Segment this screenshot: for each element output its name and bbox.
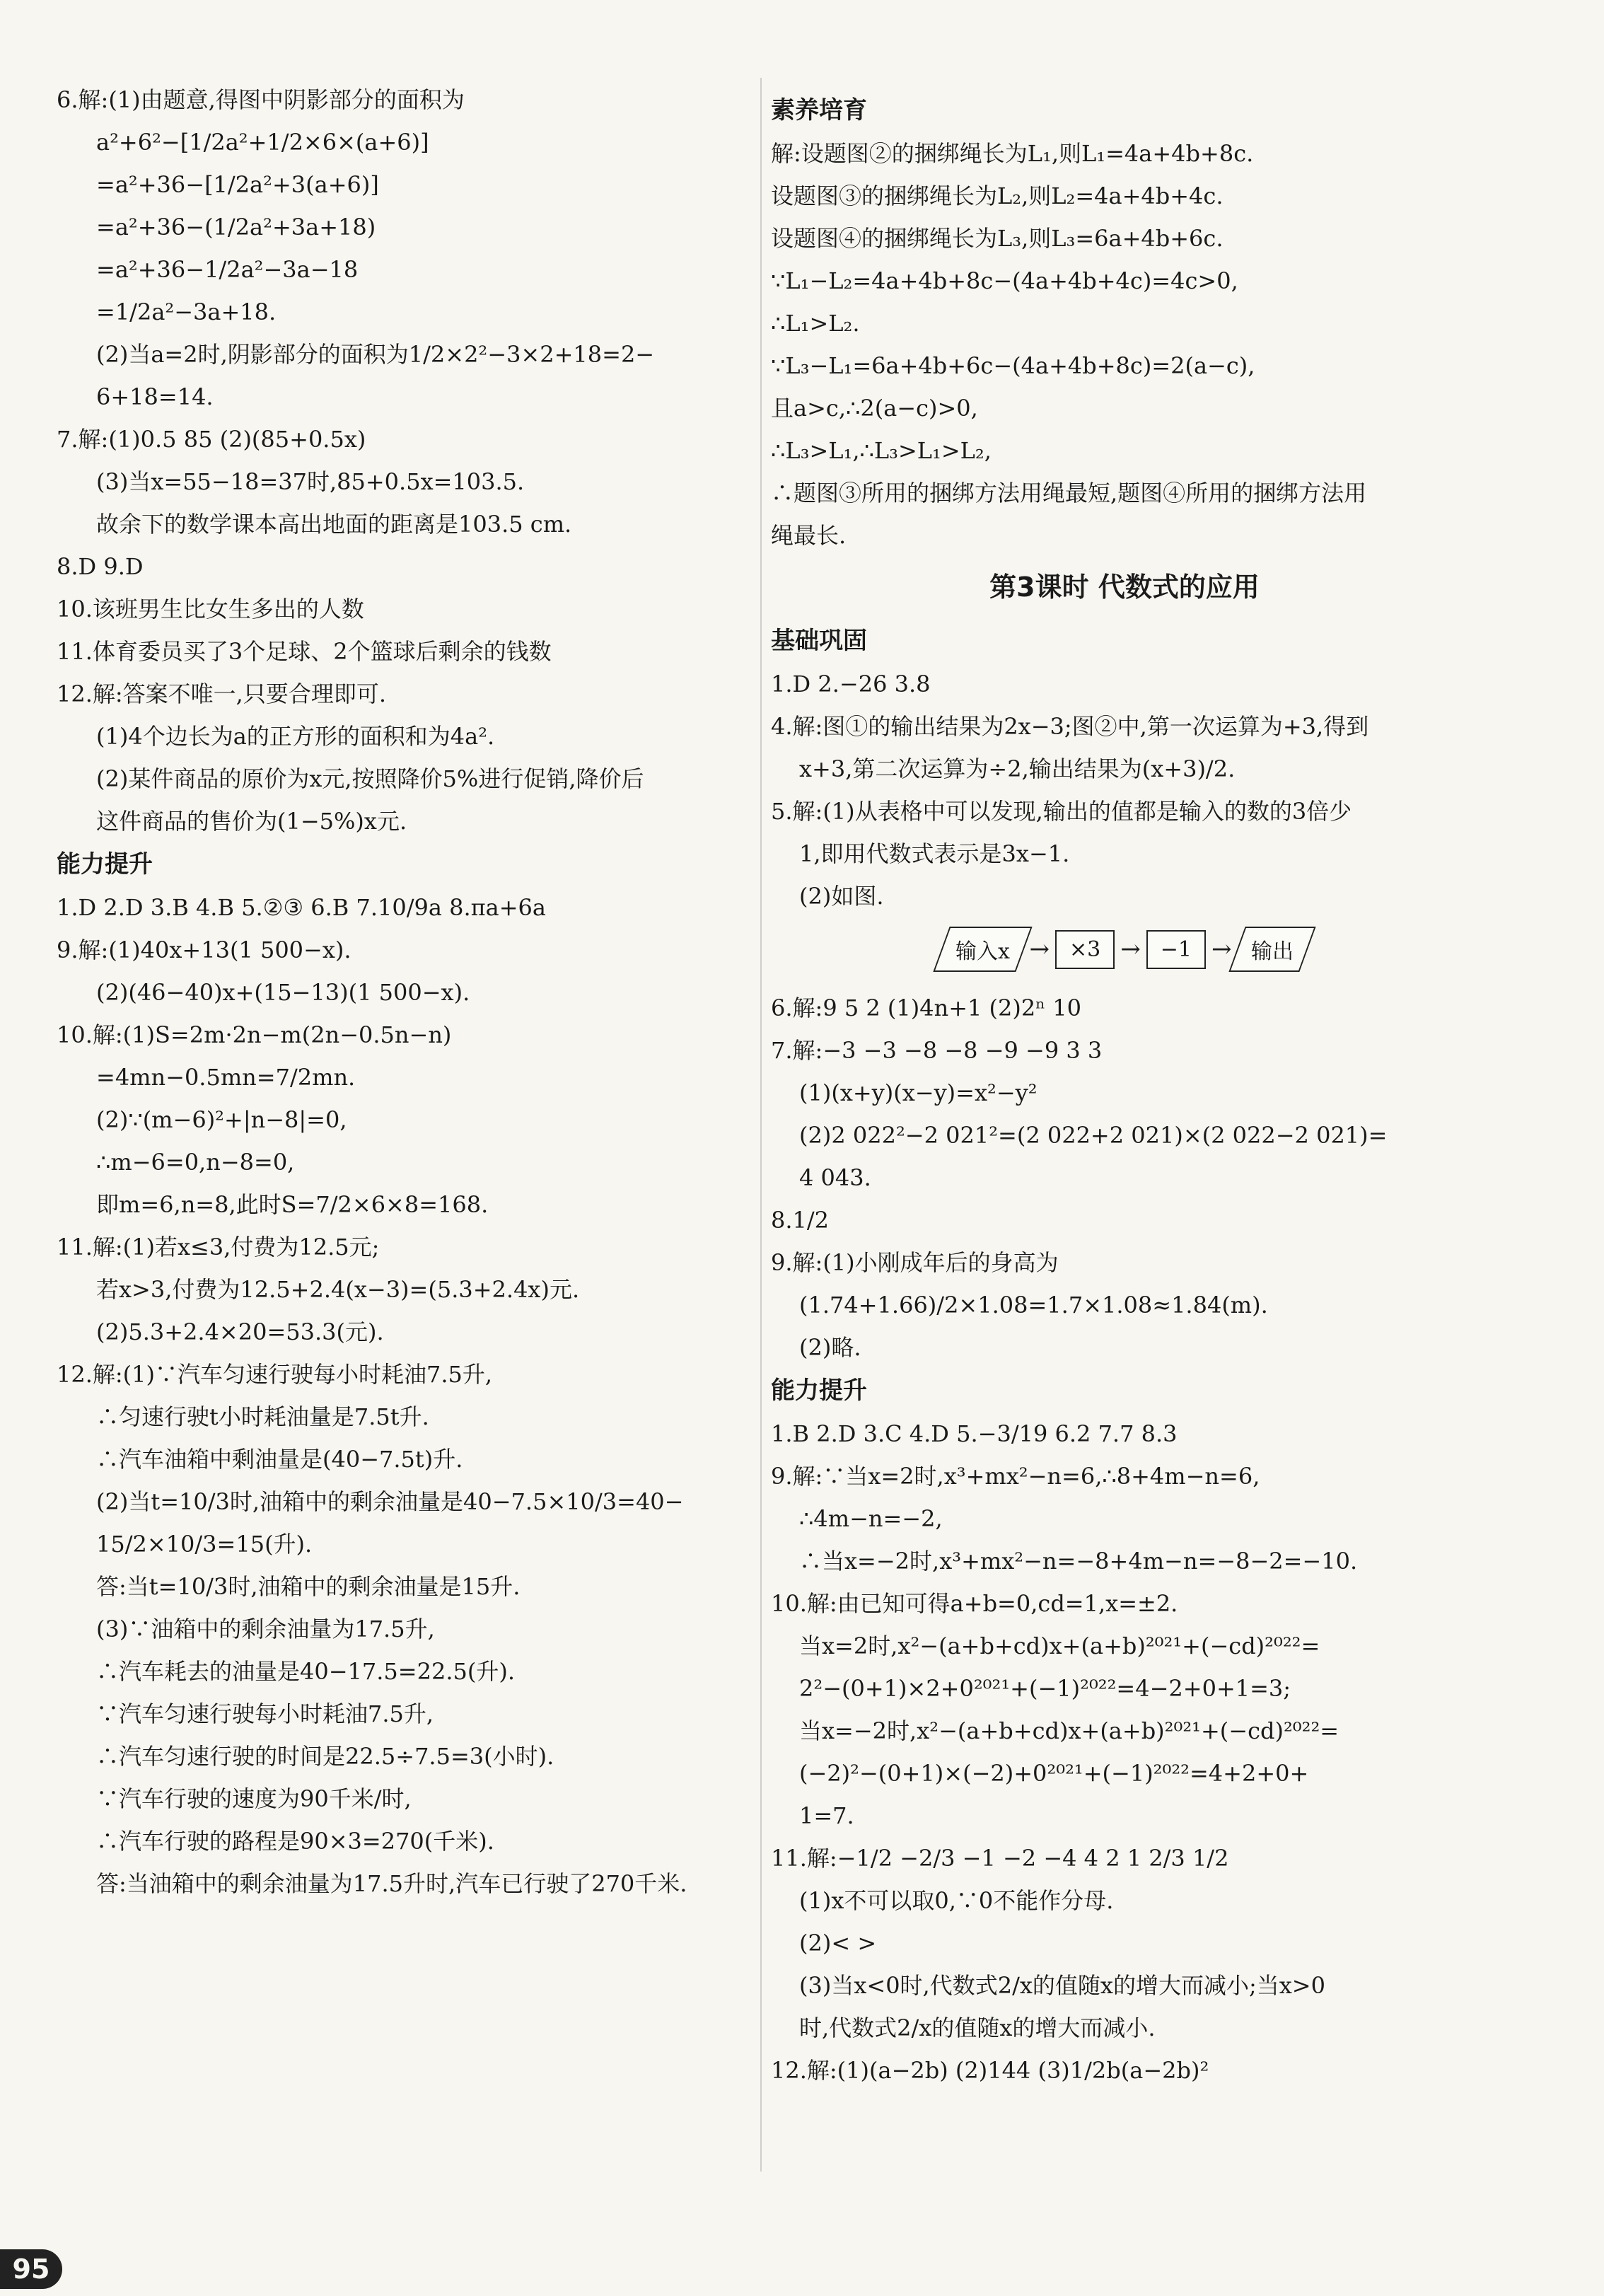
text-line: 且a>c,∴2(a−c)>0, (771, 395, 978, 422)
text-line: 即m=6,n=8,此时S=7/2×6×8=168. (96, 1191, 489, 1218)
text-line: ∵汽车行驶的速度为90千米/时, (96, 1785, 412, 1812)
text-line: 10.解:(1)S=2m·2n−m(2n−0.5n−n) (57, 1021, 452, 1048)
text-line: (2)5.3+2.4×20=53.3(元). (96, 1318, 384, 1345)
text-line: 2²−(0+1)×2+0²⁰²¹+(−1)²⁰²²=4−2+0+1=3; (799, 1675, 1291, 1702)
text-line: 10.该班男生比女生多出的人数 (57, 596, 364, 622)
text-line: 12.解:答案不唯一,只要合理即可. (57, 680, 387, 707)
text-line: 10.解:由已知可得a+b=0,cd=1,x=±2. (771, 1590, 1178, 1617)
text-line: (2)(46−40)x+(15−13)(1 500−x). (96, 979, 470, 1006)
text-line: 15/2×10/3=15(升). (96, 1531, 313, 1558)
text-line: =a²+36−1/2a²−3a−18 (96, 256, 359, 283)
text-line: 答:当t=10/3时,油箱中的剩余油量是15升. (96, 1573, 521, 1600)
text-line: (1)4个边长为a的正方形的面积和为4a². (96, 723, 495, 750)
text-line: 6+18=14. (96, 383, 214, 410)
text-line: ∴汽车油箱中剩油量是(40−7.5t)升. (96, 1446, 463, 1473)
text-line: 这件商品的售价为(1−5%)x元. (96, 808, 407, 835)
text-line: 时,代数式2/x的值随x的增大而减小. (799, 2014, 1156, 2041)
text-line: 9.解:(1)40x+13(1 500−x). (57, 937, 351, 963)
text-line: ∴当x=−2时,x³+mx²−n=−8+4m−n=−8−2=−10. (799, 1548, 1358, 1575)
text-line: 若x>3,付费为12.5+2.4(x−3)=(5.3+2.4x)元. (96, 1276, 580, 1303)
flowchart (771, 927, 1478, 972)
text-line: (3)∵油箱中的剩余油量为17.5升, (96, 1616, 435, 1642)
text-line: 8.1/2 (771, 1207, 830, 1234)
left-column (57, 85, 750, 1911)
section-heading: 素养培育 (771, 96, 867, 124)
text-line: ∴题图③所用的捆绑方法用绳最短,题图④所用的捆绑方法用 (771, 480, 1367, 506)
text-line: (2)略. (799, 1334, 861, 1361)
flow-op1-box (1055, 930, 1115, 969)
lesson-title: 第3课时 代数式的应用 (989, 572, 1260, 603)
text-line: (1)(x+y)(x−y)=x²−y² (799, 1079, 1038, 1106)
flow-output-box (1229, 927, 1316, 972)
text-line: (3)当x<0时,代数式2/x的值随x的增大而减小;当x>0 (799, 1972, 1325, 1999)
text-line: ∴汽车耗去的油量是40−17.5=22.5(升). (96, 1658, 515, 1685)
text-line: (2)2 022²−2 021²=(2 022+2 021)×(2 022−2 021)= (799, 1122, 1388, 1149)
text-line: (2)当t=10/3时,油箱中的剩余油量是40−7.5×10/3=40− (96, 1488, 684, 1515)
text-line: 4.解:图①的输出结果为2x−3;图②中,第一次运算为+3,得到 (771, 713, 1369, 740)
right-column (771, 85, 1478, 2098)
flow-arrow-icon: → (1120, 935, 1141, 963)
text-line: =a²+36−(1/2a²+3a+18) (96, 214, 376, 240)
text-line: 8.D 9.D (57, 553, 144, 580)
text-line: (3)当x=55−18=37时,85+0.5x=103.5. (96, 468, 525, 495)
text-line: 5.解:(1)从表格中可以发现,输出的值都是输入的数的3倍少 (771, 798, 1352, 825)
text-line: ∴汽车匀速行驶的时间是22.5÷7.5=3(小时). (96, 1743, 554, 1770)
text-line: 故余下的数学课本高出地面的距离是103.5 cm. (96, 511, 572, 538)
text-line: 当x=−2时,x²−(a+b+cd)x+(a+b)²⁰²¹+(−cd)²⁰²²= (799, 1717, 1339, 1744)
text-line: 7.解:(1)0.5 85 (2)(85+0.5x) (57, 426, 366, 453)
flow-arrow-icon: → (1029, 935, 1050, 963)
section-heading: 能力提升 (57, 850, 153, 879)
text-line: 6.解:(1)由题意,得图中阴影部分的面积为 (57, 86, 465, 113)
text-line: 1.D 2.−26 3.8 (771, 671, 931, 697)
text-line: ∵L₁−L₂=4a+4b+8c−(4a+4b+4c)=4c>0, (771, 267, 1238, 294)
text-line: ∴匀速行驶t小时耗油量是7.5t升. (96, 1403, 429, 1430)
text-line: 9.解:(1)小刚成年后的身高为 (771, 1249, 1059, 1276)
text-line: (2)如图. (799, 883, 884, 910)
flow-output-label: 输出 (1251, 939, 1294, 964)
text-line: 11.体育委员买了3个足球、2个篮球后剩余的钱数 (57, 638, 552, 665)
text-line: (2)当a=2时,阴影部分的面积为1/2×2²−3×2+18=2− (96, 341, 655, 368)
text-line: ∵L₃−L₁=6a+4b+6c−(4a+4b+8c)=2(a−c), (771, 352, 1255, 379)
text-line: (1)x不可以取0,∵0不能作分母. (799, 1887, 1114, 1914)
text-line: 12.解:(1)(a−2b) (2)144 (3)1/2b(a−2b)² (771, 2057, 1209, 2084)
section-heading: 基础巩固 (771, 627, 867, 655)
flow-input-label: 输入x (955, 939, 1010, 964)
text-line: x+3,第二次运算为÷2,输出结果为(x+3)/2. (799, 755, 1236, 782)
flow-op2-box (1146, 930, 1206, 969)
text-line: 9.解:∵当x=2时,x³+mx²−n=6,∴8+4m−n=6, (771, 1463, 1260, 1490)
text-line: 1,即用代数式表示是3x−1. (799, 840, 1070, 867)
text-line: 11.解:−1/2 −2/3 −1 −2 −4 4 2 1 2/3 1/2 (771, 1845, 1229, 1872)
text-line: 当x=2时,x²−(a+b+cd)x+(a+b)²⁰²¹+(−cd)²⁰²²= (799, 1633, 1320, 1659)
text-line: (2)< > (799, 1930, 877, 1956)
flow-op1-label: ×3 (1069, 937, 1101, 962)
text-line: 绳最长. (771, 522, 847, 549)
text-line: (2)∵(m−6)²+|n−8|=0, (96, 1106, 347, 1133)
text-line: a²+6²−[1/2a²+1/2×6×(a+6)] (96, 129, 429, 156)
page-number: 95 (0, 2249, 62, 2289)
right-column-lower (771, 993, 1478, 2085)
column-divider (760, 78, 762, 2172)
text-line: =1/2a²−3a+18. (96, 298, 277, 325)
text-line: =4mn−0.5mn=7/2mn. (96, 1064, 356, 1091)
text-line: 设题图③的捆绑绳长为L₂,则L₂=4a+4b+4c. (771, 182, 1224, 209)
text-line: ∴m−6=0,n−8=0, (96, 1149, 295, 1176)
text-line: 答:当油箱中的剩余油量为17.5升时,汽车已行驶了270千米. (96, 1870, 687, 1897)
text-line: ∴汽车行驶的路程是90×3=270(千米). (96, 1828, 494, 1855)
text-line: 设题图④的捆绑绳长为L₃,则L₃=6a+4b+6c. (771, 225, 1224, 252)
text-line: ∴4m−n=−2, (799, 1505, 943, 1532)
flow-op2-label: −1 (1160, 937, 1192, 962)
text-line: (−2)²−(0+1)×(−2)+0²⁰²¹+(−1)²⁰²²=4+2+0+ (799, 1760, 1309, 1787)
text-line: 1=7. (799, 1802, 854, 1829)
text-line: 4 043. (799, 1164, 871, 1191)
text-line: (2)某件商品的原价为x元,按照降价5%进行促销,降价后 (96, 765, 644, 792)
text-line: =a²+36−[1/2a²+3(a+6)] (96, 171, 379, 198)
text-line: 解:设题图②的捆绑绳长为L₁,则L₁=4a+4b+8c. (771, 140, 1254, 167)
text-line: 11.解:(1)若x≤3,付费为12.5元; (57, 1234, 380, 1260)
text-line: 1.D 2.D 3.B 4.B 5.②③ 6.B 7.10/9a 8.πa+6a (57, 894, 546, 921)
section-heading: 能力提升 (771, 1376, 867, 1405)
flow-input-box (933, 927, 1032, 972)
text-line: ∴L₁>L₂. (771, 310, 860, 337)
text-line: 6.解:9 5 2 (1)4n+1 (2)2ⁿ 10 (771, 995, 1081, 1021)
text-line: ∴L₃>L₁,∴L₃>L₁>L₂, (771, 437, 992, 464)
flow-arrow-icon: → (1211, 935, 1232, 963)
text-line: 7.解:−3 −3 −8 −8 −9 −9 3 3 (771, 1037, 1103, 1064)
text-line: ∵汽车匀速行驶每小时耗油7.5升, (96, 1700, 434, 1727)
text-line: 1.B 2.D 3.C 4.D 5.−3/19 6.2 7.7 8.3 (771, 1420, 1178, 1447)
right-column-upper (771, 95, 1478, 911)
text-line: 12.解:(1)∵汽车匀速行驶每小时耗油7.5升, (57, 1361, 493, 1388)
text-line: (1.74+1.66)/2×1.08=1.7×1.08≈1.84(m). (799, 1292, 1268, 1318)
